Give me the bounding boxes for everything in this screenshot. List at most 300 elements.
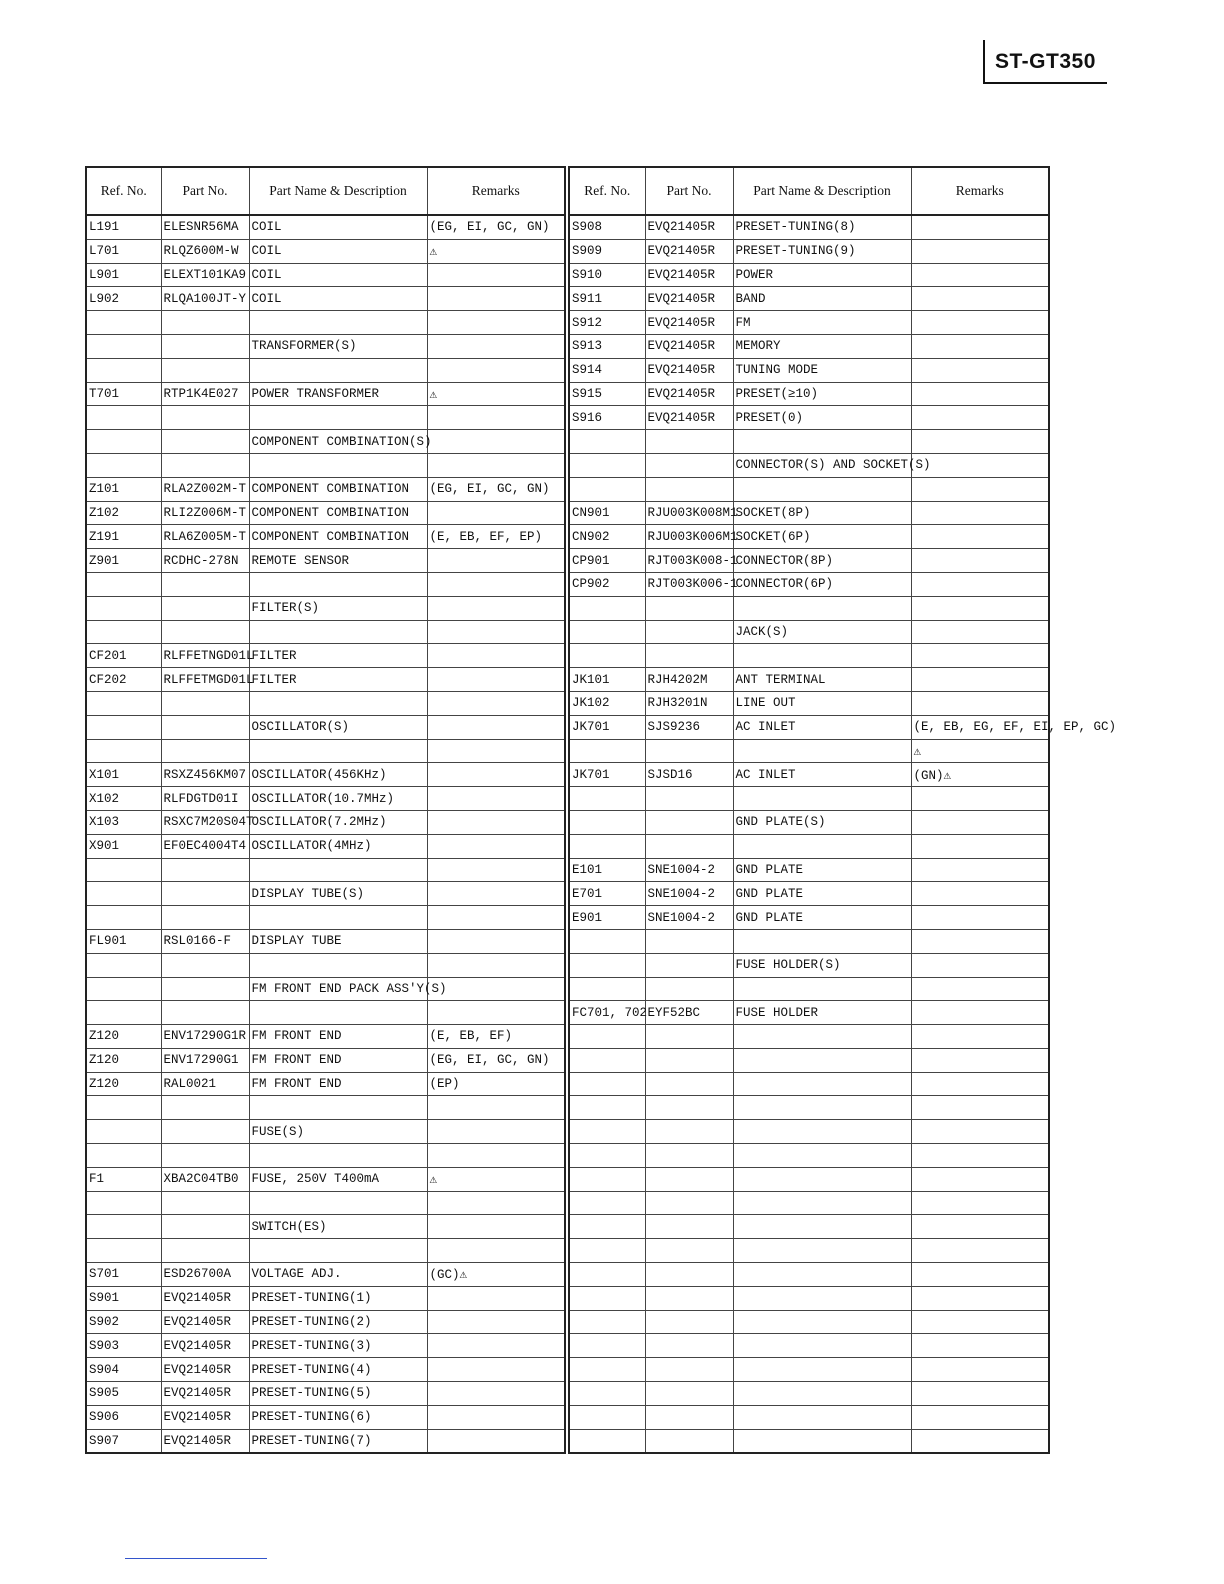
cell-description <box>249 691 427 715</box>
table-row <box>569 382 1049 406</box>
cell-ref-no <box>86 334 161 358</box>
cell-part-no: EVQ21405R <box>161 1358 249 1382</box>
cell-part-no <box>161 572 249 596</box>
cell-ref-no: S914 <box>569 358 645 382</box>
table-row <box>86 644 565 668</box>
cell-remarks <box>911 858 1049 882</box>
cell-part-no: RJU003K008M1 <box>645 501 733 525</box>
cell-ref-no <box>86 1215 161 1239</box>
cell-description: DISPLAY TUBE(S) <box>249 882 427 906</box>
table-row <box>569 810 1049 834</box>
cell-ref-no: L191 <box>86 215 161 239</box>
cell-description <box>733 644 911 668</box>
cell-remarks <box>427 668 565 692</box>
table-row <box>86 287 565 311</box>
header-row <box>569 167 1049 215</box>
cell-remarks <box>911 906 1049 930</box>
table-row <box>86 858 565 882</box>
cell-part-no <box>161 953 249 977</box>
cell-description: FM FRONT END <box>249 1025 427 1049</box>
cell-description <box>249 1239 427 1263</box>
cell-remarks <box>427 1001 565 1025</box>
table-row <box>86 1025 565 1049</box>
cell-description: FM FRONT END PACK ASS'Y(S) <box>249 977 427 1001</box>
table-row <box>569 739 1049 763</box>
table-row <box>569 787 1049 811</box>
cell-description: SOCKET(6P) <box>733 525 911 549</box>
table-row <box>86 882 565 906</box>
table-row <box>86 787 565 811</box>
cell-remarks <box>427 763 565 787</box>
cell-description <box>733 1239 911 1263</box>
cell-ref-no <box>86 406 161 430</box>
cell-description: COMPONENT COMBINATION(S) <box>249 430 427 454</box>
cell-part-no <box>645 953 733 977</box>
cell-ref-no: Z901 <box>86 549 161 573</box>
cell-part-no <box>645 1405 733 1429</box>
cell-description: PRESET(0) <box>733 406 911 430</box>
table-row <box>569 1096 1049 1120</box>
cell-description <box>733 1120 911 1144</box>
table-row <box>86 906 565 930</box>
cell-remarks <box>427 1215 565 1239</box>
table-row <box>569 477 1049 501</box>
cell-part-no: RTP1K4E027 <box>161 382 249 406</box>
cell-part-no: SJS9236 <box>645 715 733 739</box>
cell-ref-no <box>569 430 645 454</box>
cell-remarks <box>427 882 565 906</box>
table-row <box>569 1429 1049 1453</box>
table-row <box>86 501 565 525</box>
cell-remarks <box>911 953 1049 977</box>
cell-ref-no <box>86 739 161 763</box>
cell-description: OSCILLATOR(456KHz) <box>249 763 427 787</box>
cell-part-no: EVQ21405R <box>645 311 733 335</box>
cell-description: PRESET-TUNING(2) <box>249 1310 427 1334</box>
cell-part-no: RLFFETMGD01L <box>161 668 249 692</box>
cell-remarks <box>427 1239 565 1263</box>
cell-part-no: ESD26700A <box>161 1263 249 1287</box>
cell-ref-no: JK102 <box>569 691 645 715</box>
cell-part-no: EVQ21405R <box>161 1382 249 1406</box>
cell-remarks <box>911 215 1049 239</box>
cell-part-no <box>161 1215 249 1239</box>
table-row <box>86 620 565 644</box>
cell-part-no: RJT003K008-1 <box>645 549 733 573</box>
cell-remarks <box>911 430 1049 454</box>
cell-ref-no: S701 <box>86 1263 161 1287</box>
cell-description <box>249 739 427 763</box>
table-row <box>569 620 1049 644</box>
cell-ref-no <box>569 453 645 477</box>
cell-part-no: EVQ21405R <box>645 263 733 287</box>
cell-description: AC INLET <box>733 715 911 739</box>
cell-ref-no: S910 <box>569 263 645 287</box>
cell-part-no: EVQ21405R <box>645 358 733 382</box>
cell-description: BAND <box>733 287 911 311</box>
cell-description: CONNECTOR(6P) <box>733 572 911 596</box>
table-row <box>86 763 565 787</box>
parts-table-left <box>85 166 566 1454</box>
cell-description: DISPLAY TUBE <box>249 929 427 953</box>
table-row <box>569 691 1049 715</box>
cell-description: GND PLATE(S) <box>733 810 911 834</box>
cell-description <box>249 358 427 382</box>
cell-description: MEMORY <box>733 334 911 358</box>
cell-description: FUSE, 250V T400mA <box>249 1167 427 1191</box>
cell-ref-no <box>569 810 645 834</box>
cell-remarks <box>427 1382 565 1406</box>
cell-part-no: EVQ21405R <box>161 1429 249 1453</box>
table-row <box>86 1001 565 1025</box>
table-row <box>569 1048 1049 1072</box>
table-row <box>86 691 565 715</box>
table-row <box>569 1263 1049 1287</box>
table-row <box>569 1286 1049 1310</box>
table-row <box>86 977 565 1001</box>
cell-remarks <box>911 287 1049 311</box>
cell-part-no <box>161 334 249 358</box>
cell-part-no: ELESNR56MA <box>161 215 249 239</box>
cell-part-no <box>645 1096 733 1120</box>
cell-ref-no <box>86 1191 161 1215</box>
cell-remarks <box>911 1096 1049 1120</box>
cell-part-no <box>161 406 249 430</box>
cell-ref-no <box>86 453 161 477</box>
cell-ref-no: X103 <box>86 810 161 834</box>
table-row <box>86 572 565 596</box>
table-row <box>86 1215 565 1239</box>
cell-part-no <box>161 691 249 715</box>
model-header-box <box>983 40 1107 84</box>
cell-description: PRESET-TUNING(6) <box>249 1405 427 1429</box>
cell-ref-no <box>86 906 161 930</box>
cell-ref-no <box>569 1025 645 1049</box>
table-row <box>569 1358 1049 1382</box>
table-row <box>86 810 565 834</box>
table-row <box>569 430 1049 454</box>
cell-part-no: SNE1004-2 <box>645 882 733 906</box>
cell-part-no <box>645 1334 733 1358</box>
cell-ref-no <box>86 1144 161 1168</box>
cell-remarks <box>427 620 565 644</box>
cell-description <box>733 977 911 1001</box>
cell-part-no <box>645 834 733 858</box>
cell-part-no <box>645 1263 733 1287</box>
cell-ref-no: L902 <box>86 287 161 311</box>
cell-ref-no: FL901 <box>86 929 161 953</box>
cell-ref-no: S911 <box>569 287 645 311</box>
cell-description <box>733 929 911 953</box>
cell-description <box>733 1144 911 1168</box>
cell-remarks <box>427 1334 565 1358</box>
cell-description <box>733 1167 911 1191</box>
cell-part-no <box>161 906 249 930</box>
table-row <box>569 334 1049 358</box>
cell-remarks <box>427 953 565 977</box>
table-row <box>569 501 1049 525</box>
cell-remarks <box>427 715 565 739</box>
cell-description <box>733 1072 911 1096</box>
cell-ref-no: E101 <box>569 858 645 882</box>
cell-description <box>249 620 427 644</box>
cell-description <box>249 906 427 930</box>
table-row <box>569 406 1049 430</box>
cell-part-no: EVQ21405R <box>645 287 733 311</box>
cell-description: VOLTAGE ADJ. <box>249 1263 427 1287</box>
cell-description: PRESET-TUNING(3) <box>249 1334 427 1358</box>
col-remarks: Remarks <box>911 167 1049 215</box>
cell-remarks <box>427 287 565 311</box>
cell-description: REMOTE SENSOR <box>249 549 427 573</box>
cell-remarks <box>911 358 1049 382</box>
cell-part-no <box>645 1429 733 1453</box>
table-row <box>86 1096 565 1120</box>
table-row <box>569 668 1049 692</box>
cell-remarks <box>911 596 1049 620</box>
cell-description: PRESET-TUNING(8) <box>733 215 911 239</box>
table-row <box>86 263 565 287</box>
cell-part-no <box>645 1215 733 1239</box>
table-row <box>86 430 565 454</box>
col-ref-no: Ref. No. <box>569 167 645 215</box>
cell-remarks: ⚠ <box>427 382 565 406</box>
table-row <box>86 406 565 430</box>
cell-description: CONNECTOR(8P) <box>733 549 911 573</box>
cell-description <box>733 739 911 763</box>
cell-remarks <box>427 406 565 430</box>
cell-ref-no: Z101 <box>86 477 161 501</box>
cell-description: FILTER <box>249 644 427 668</box>
col-part-no: Part No. <box>161 167 249 215</box>
cell-ref-no: F1 <box>86 1167 161 1191</box>
cell-description: LINE OUT <box>733 691 911 715</box>
cell-part-no <box>645 644 733 668</box>
cell-ref-no <box>569 1144 645 1168</box>
cell-remarks: (EG, EI, GC, GN) <box>427 215 565 239</box>
cell-description: PRESET-TUNING(4) <box>249 1358 427 1382</box>
table-row <box>86 1191 565 1215</box>
table-row <box>86 1144 565 1168</box>
cell-ref-no: L701 <box>86 239 161 263</box>
cell-description <box>249 1001 427 1025</box>
table-row <box>569 1215 1049 1239</box>
table-row <box>569 1120 1049 1144</box>
table-row <box>86 596 565 620</box>
table-row <box>569 1405 1049 1429</box>
cell-ref-no: T701 <box>86 382 161 406</box>
cell-part-no <box>161 858 249 882</box>
cell-part-no: EVQ21405R <box>645 215 733 239</box>
cell-part-no <box>645 810 733 834</box>
table-row <box>569 1072 1049 1096</box>
cell-part-no <box>161 1191 249 1215</box>
cell-ref-no <box>86 1239 161 1263</box>
cell-remarks <box>427 810 565 834</box>
table-row <box>86 929 565 953</box>
cell-description <box>733 1286 911 1310</box>
cell-description: COIL <box>249 287 427 311</box>
cell-part-no: RAL0021 <box>161 1072 249 1096</box>
cell-part-no: RLFDGTD01I <box>161 787 249 811</box>
cell-ref-no <box>86 715 161 739</box>
cell-part-no: EVQ21405R <box>645 406 733 430</box>
cell-part-no <box>645 620 733 644</box>
cell-remarks <box>427 1286 565 1310</box>
cell-ref-no: JK701 <box>569 715 645 739</box>
cell-remarks <box>911 1025 1049 1049</box>
cell-description <box>733 1263 911 1287</box>
cell-description <box>249 406 427 430</box>
cell-part-no: RLI2Z006M-T <box>161 501 249 525</box>
cell-remarks <box>911 382 1049 406</box>
cell-remarks <box>427 549 565 573</box>
cell-description <box>733 1096 911 1120</box>
cell-part-no: EVQ21405R <box>645 334 733 358</box>
cell-ref-no <box>86 691 161 715</box>
cell-ref-no: S901 <box>86 1286 161 1310</box>
cell-part-no <box>645 1382 733 1406</box>
col-description: Part Name & Description <box>733 167 911 215</box>
cell-part-no <box>161 1144 249 1168</box>
cell-remarks <box>911 1334 1049 1358</box>
cell-description: COMPONENT COMBINATION <box>249 501 427 525</box>
cell-description: OSCILLATOR(S) <box>249 715 427 739</box>
table-row <box>86 715 565 739</box>
cell-ref-no <box>569 1215 645 1239</box>
table-row <box>86 1120 565 1144</box>
table-row <box>86 477 565 501</box>
table-row <box>86 1429 565 1453</box>
cell-ref-no: X901 <box>86 834 161 858</box>
cell-ref-no <box>569 1286 645 1310</box>
table-row <box>569 596 1049 620</box>
cell-remarks <box>427 1358 565 1382</box>
cell-remarks: ⚠ <box>427 1167 565 1191</box>
cell-remarks <box>911 1120 1049 1144</box>
cell-ref-no <box>569 834 645 858</box>
cell-remarks <box>427 691 565 715</box>
cell-description: COIL <box>249 215 427 239</box>
cell-part-no <box>161 620 249 644</box>
cell-remarks <box>911 1001 1049 1025</box>
cell-part-no <box>645 977 733 1001</box>
cell-remarks <box>911 406 1049 430</box>
cell-remarks: (GN)⚠ <box>911 763 1049 787</box>
cell-description <box>733 477 911 501</box>
cell-ref-no <box>569 1429 645 1453</box>
cell-ref-no <box>569 739 645 763</box>
cell-remarks: (EG, EI, GC, GN) <box>427 1048 565 1072</box>
table-row <box>86 215 565 239</box>
cell-part-no: SNE1004-2 <box>645 906 733 930</box>
cell-description: OSCILLATOR(7.2MHz) <box>249 810 427 834</box>
cell-description <box>249 572 427 596</box>
cell-remarks <box>911 691 1049 715</box>
cell-part-no: RLA2Z002M-T <box>161 477 249 501</box>
cell-remarks <box>427 1191 565 1215</box>
table-row <box>86 382 565 406</box>
cell-ref-no <box>569 620 645 644</box>
table-row <box>569 644 1049 668</box>
cell-remarks <box>427 1144 565 1168</box>
cell-remarks <box>911 311 1049 335</box>
cell-remarks <box>427 501 565 525</box>
cell-description <box>733 1025 911 1049</box>
cell-remarks <box>911 1239 1049 1263</box>
cell-description <box>249 453 427 477</box>
cell-ref-no: CN902 <box>569 525 645 549</box>
cell-part-no <box>645 739 733 763</box>
table-row <box>86 1334 565 1358</box>
cell-part-no <box>161 977 249 1001</box>
cell-part-no <box>645 453 733 477</box>
cell-remarks <box>911 1263 1049 1287</box>
cell-ref-no <box>569 953 645 977</box>
table-row <box>569 1382 1049 1406</box>
cell-part-no <box>161 1120 249 1144</box>
cell-description: GND PLATE <box>733 906 911 930</box>
cell-description: FUSE HOLDER(S) <box>733 953 911 977</box>
cell-part-no: EVQ21405R <box>161 1286 249 1310</box>
cell-ref-no: CF202 <box>86 668 161 692</box>
cell-part-no <box>645 1120 733 1144</box>
cell-remarks <box>911 1048 1049 1072</box>
cell-remarks <box>911 882 1049 906</box>
cell-description: SWITCH(ES) <box>249 1215 427 1239</box>
cell-part-no: EF0EC4004T4 <box>161 834 249 858</box>
cell-ref-no: E901 <box>569 906 645 930</box>
table-row <box>569 263 1049 287</box>
table-row <box>569 239 1049 263</box>
cell-part-no: RLQA100JT-Y <box>161 287 249 311</box>
cell-description <box>733 787 911 811</box>
cell-remarks <box>911 453 1049 477</box>
table-row <box>569 1191 1049 1215</box>
table-row <box>86 1167 565 1191</box>
table-row <box>569 834 1049 858</box>
cell-part-no <box>161 1096 249 1120</box>
cell-part-no: XBA2C04TB0 <box>161 1167 249 1191</box>
table-row <box>86 1405 565 1429</box>
cell-remarks: (EP) <box>427 1072 565 1096</box>
cell-part-no <box>161 1001 249 1025</box>
cell-description: PRESET-TUNING(7) <box>249 1429 427 1453</box>
footer-rule <box>125 1558 267 1559</box>
cell-remarks <box>911 239 1049 263</box>
cell-ref-no <box>569 1358 645 1382</box>
cell-description <box>249 1144 427 1168</box>
cell-part-no: EVQ21405R <box>161 1310 249 1334</box>
cell-ref-no: FC701, 702 <box>569 1001 645 1025</box>
cell-description: PRESET(≥10) <box>733 382 911 406</box>
cell-part-no <box>645 1310 733 1334</box>
table-row <box>86 1239 565 1263</box>
table-row <box>569 1167 1049 1191</box>
cell-remarks <box>427 358 565 382</box>
cell-remarks <box>911 263 1049 287</box>
cell-remarks <box>911 1382 1049 1406</box>
table-row <box>569 953 1049 977</box>
cell-remarks <box>911 1405 1049 1429</box>
cell-part-no <box>645 929 733 953</box>
cell-remarks <box>911 1167 1049 1191</box>
table-body-right <box>569 215 1117 1453</box>
cell-ref-no: Z120 <box>86 1072 161 1096</box>
cell-remarks <box>427 572 565 596</box>
cell-description: COMPONENT COMBINATION <box>249 477 427 501</box>
cell-ref-no: CF201 <box>86 644 161 668</box>
